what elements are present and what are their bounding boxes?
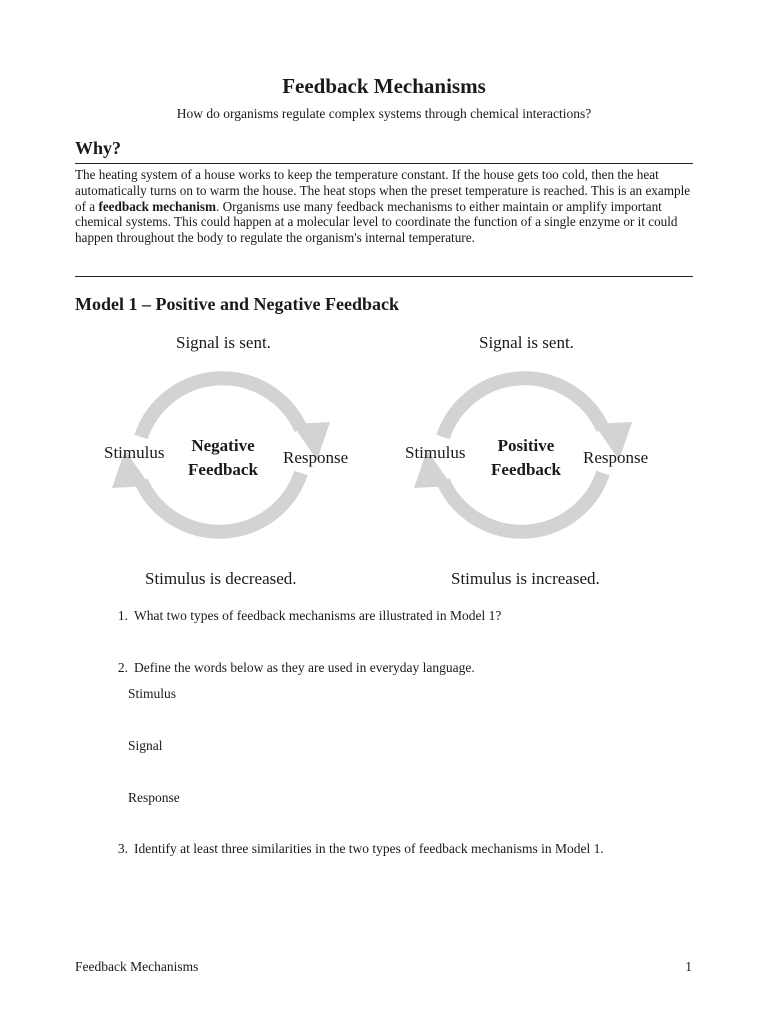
question-2 [108, 660, 475, 676]
term-stimulus: Stimulus [128, 686, 177, 701]
positive-center-line2: Feedback [491, 460, 561, 479]
footer-title: Feedback Mechanisms [75, 959, 199, 974]
term-response: Response [128, 790, 180, 805]
model-heading: Model 1 – Positive and Negative Feedback [75, 294, 399, 314]
question-2-text: Define the words below as they are used in everyday language. [134, 660, 475, 675]
question-1-number: 1. [117, 608, 128, 623]
why-heading: Why? [75, 138, 122, 158]
question-1 [108, 608, 501, 624]
term-signal: Signal [128, 738, 163, 753]
positive-stimulus-label: Stimulus [405, 443, 466, 462]
negative-center-line2: Feedback [188, 460, 258, 479]
why-text-end: . Organisms use many feedback mechanisms to either maintain or amplify important chemical systems. This could happen at a molecular level to coordinate the function of a single enzyme or it could happen throughout the body to regulate the organism's internal temperature. [75, 198, 678, 246]
negative-upper-arrow-arc [141, 378, 301, 437]
negative-stimulus-label: Stimulus [104, 443, 165, 462]
positive-feedback-center-label [466, 434, 586, 482]
positive-upper-arrow-arc [443, 378, 603, 437]
negative-response-label: Response [283, 448, 349, 467]
why-text-start: The heating system of a house works to keep the temperature constant. If the house gets too cold, then the heat automatically turns on to warm the house. The heat stops when the preset temperature is reached. This is an example of a [75, 167, 691, 214]
negative-center-line1: Negative [191, 436, 255, 455]
page-number: 1 [685, 959, 692, 974]
page-subtitle: How do organisms regulate complex systems through chemical interactions? [176, 106, 592, 121]
positive-bottom-label: Stimulus is increased. [451, 569, 600, 588]
negative-feedback-center-label [163, 434, 283, 482]
positive-response-label: Response [583, 448, 649, 467]
feedback-diagram [0, 326, 768, 596]
question-3-number: 3. [117, 841, 128, 856]
why-bottom-rule [75, 276, 693, 277]
positive-signal-label: Signal is sent. [479, 333, 574, 352]
negative-bottom-label: Stimulus is decreased. [145, 569, 297, 588]
why-top-rule [75, 163, 693, 164]
negative-signal-label: Signal is sent. [176, 333, 271, 352]
page-title: Feedback Mechanisms [282, 74, 486, 98]
question-1-text: What two types of feedback mechanisms are illustrated in Model 1? [134, 608, 502, 623]
question-3 [108, 841, 604, 857]
positive-center-line1: Positive [497, 436, 555, 455]
question-2-number: 2. [117, 660, 128, 675]
why-paragraph [75, 167, 695, 246]
question-3-text: Identify at least three similarities in the two types of feedback mechanisms in Model 1. [134, 841, 604, 856]
why-bold-term: feedback mechanism [98, 198, 217, 214]
